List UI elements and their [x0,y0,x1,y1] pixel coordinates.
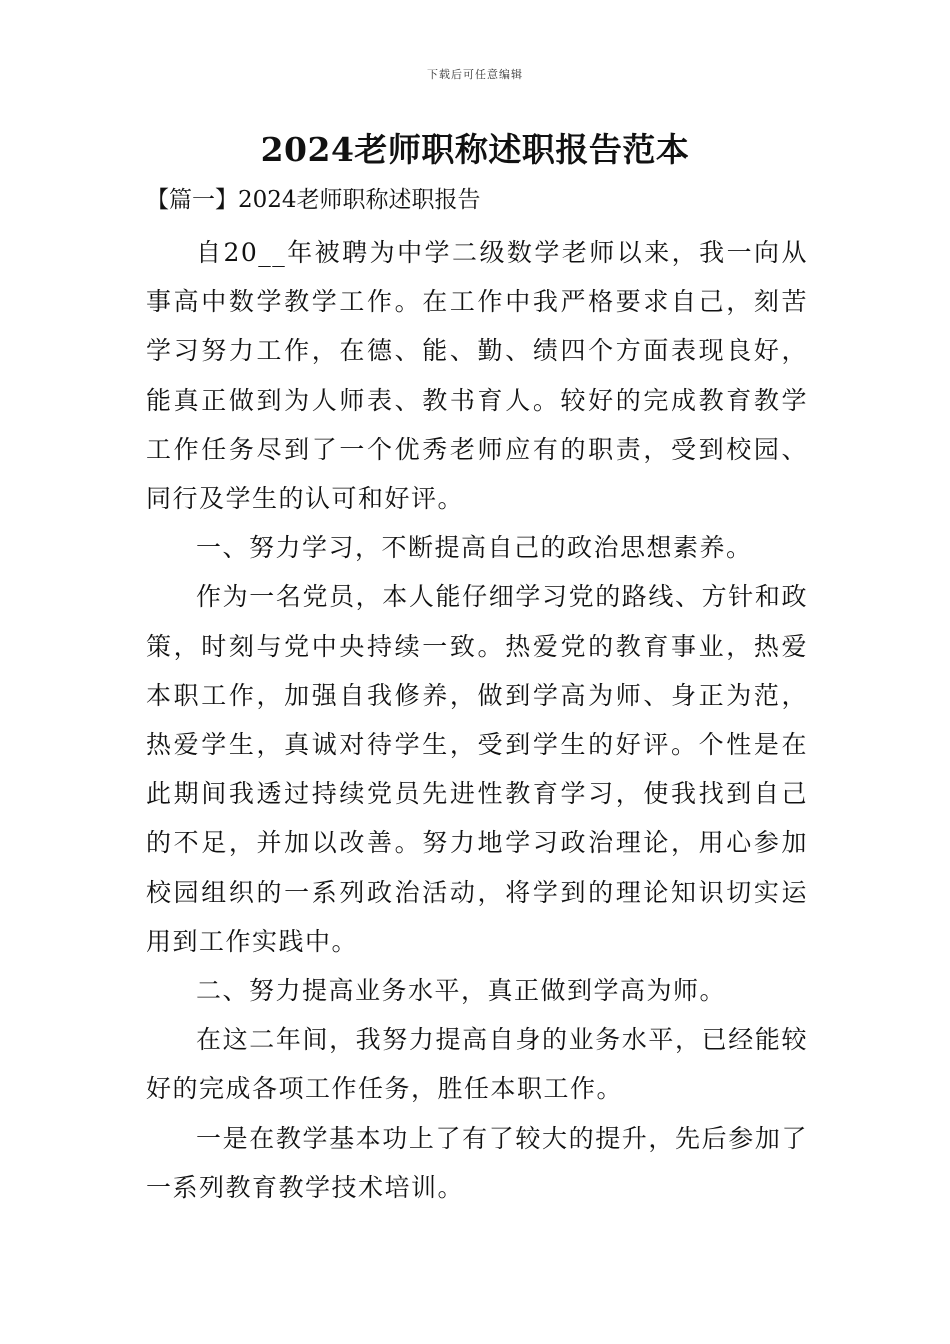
header-note: 下载后可任意编辑 [427,68,523,81]
body-paragraph: 一、努力学习，不断提高自己的政治思想素养。 [196,533,753,563]
body-paragraph: 二、努力提高业务水平，真正做到学高为师。 [196,976,727,1006]
body-paragraph: 一是在教学基本功上了有了较大的提升，先后参加了一系列教育教学技术培训。 [146,1123,808,1202]
document-body [146,228,808,1212]
body-paragraph: 自20__年被聘为中学二级数学老师以来，我一向从事高中数学教学工作。在工作中我严格要求自己，刻苦学习努力工作，在德、能、勤、绩四个方面表现良好，能真正做到为人师表、教书育人。较好的完成教育教学工作任务尽到了一个优秀老师应有的职责，受到校园、同行及学生的认可和好评。 [146,238,808,514]
body-paragraph: 在这二年间，我努力提高自身的业务水平，已经能较好的完成各项工作任务，胜任本职工作。 [146,1025,808,1104]
body-paragraph: 作为一名党员，本人能仔细学习党的路线、方针和政策，时刻与党中央持续一致。热爱党的教育事业，热爱本职工作，加强自我修养，做到学高为师、身正为范，热爱学生，真诚对待学生，受到学生的好评。个性是在此期间我透过持续党员先进性教育学习，使我找到自己的不足，并加以改善。努力地学习政治理论，用心参加校园组织的一系列政治活动，将学到的理论知识切实运用到工作实践中。 [146,582,808,956]
section-heading: 【篇一】2024老师职称述职报告 [146,187,481,213]
document-title: 2024老师职称述职报告范本 [260,130,690,169]
